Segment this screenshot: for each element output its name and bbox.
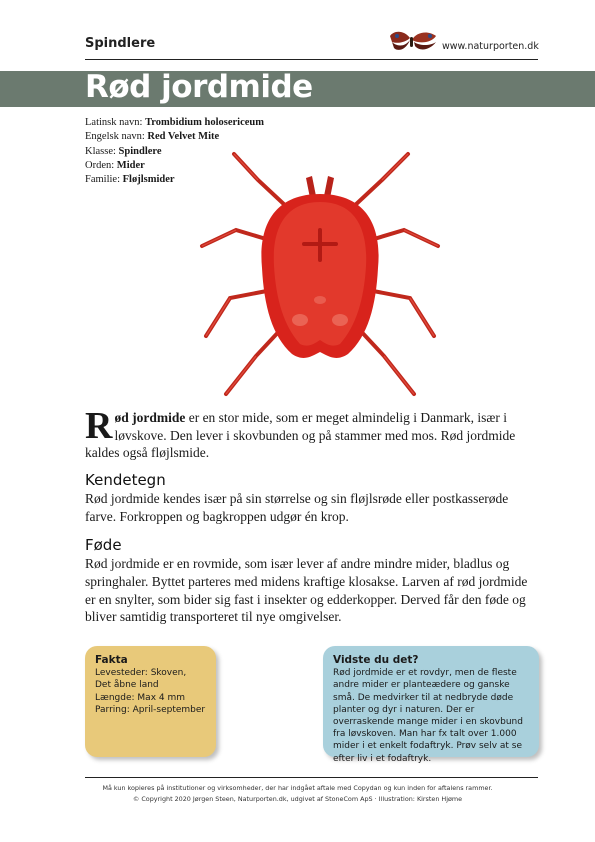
heading-kendetegn: Kendetegn — [85, 471, 166, 489]
fact-order: Orden: Mider — [85, 159, 145, 171]
paragraph-foede: Rød jordmide er en rovmide, som især lever af andre mindre mider, bladlus og springhaler. Byttet parteres med midens kraftige klosakse. Larven af rød jordmide er en snylter, som bider sig fast i insekter og edderkopper. Derved får den føde og bliver samtidig transporteret til nye omgivelser. — [85, 556, 528, 625]
red-mite-illustration — [196, 150, 444, 398]
fakta-title: Fakta — [95, 654, 128, 666]
vidste-title: Vidste du det? — [333, 654, 419, 666]
fakta-line: Parring: April-september — [95, 704, 206, 715]
fact-english: Engelsk navn: Red Velvet Mite — [85, 131, 220, 143]
fact-family: Familie: Fløjlsmider — [85, 174, 175, 186]
heading-foede: Føde — [85, 536, 122, 554]
category-label: Spindlere — [85, 36, 156, 51]
paragraph-kendetegn: Rød jordmide kendes især på sin størrelse og sin fløjlsrøde eller postkasserøde farve. Forkroppen og bagkroppen udgør én krop. — [85, 491, 509, 524]
butterfly-logo-icon — [386, 28, 442, 54]
footer-copyright: © Copyright 2020 Jørgen Steen, Naturporten.dk, udgivet af StoneCom ApS · Illustration: Kirsten Hjøme — [132, 795, 463, 803]
page-title: Rød jordmide — [85, 69, 313, 105]
footer-license: Må kun kopieres på institutioner og virksomheder, der har indgået aftale med Copydan og kun inden for aftalens rammer. — [102, 784, 493, 792]
fact-latin: Latinsk navn: Trombidium holosericeum — [85, 117, 264, 128]
top-divider — [85, 59, 538, 60]
intro-text: er en stor mide, som er meget almindelig i Danmark, især i løvskove. Den lever i skovbunden og på stammer med mos. Rød jordmide kaldes også fløjlsmide. — [85, 410, 516, 460]
intro-bold: ød jordmide — [114, 410, 186, 425]
vidste-box — [323, 646, 539, 764]
bottom-divider — [85, 777, 538, 778]
fakta-line: Det åbne land — [95, 680, 159, 691]
fact-class: Klasse: Spindlere — [85, 145, 162, 157]
vidste-text: Rød jordmide er et rovdyr, men de fleste andre mider er planteædere og ganske små. De medvirker til at nedbryde døde planter og dyr i naturen. Der er overraskende mange mider i en skovbund fra løvskoven. Man har fx talt over 1.000 mider i et enkelt fodaftryk. Prøv selv at se efter liv i et fodaftryk. — [333, 668, 523, 764]
intro-paragraph — [85, 405, 540, 462]
dropcap: R — [85, 405, 113, 447]
site-url: www.naturporten.dk — [442, 41, 539, 52]
fakta-line: Levesteder: Skoven, — [95, 668, 187, 679]
fakta-box — [85, 646, 216, 757]
fakta-line: Længde: Max 4 mm — [95, 692, 185, 703]
